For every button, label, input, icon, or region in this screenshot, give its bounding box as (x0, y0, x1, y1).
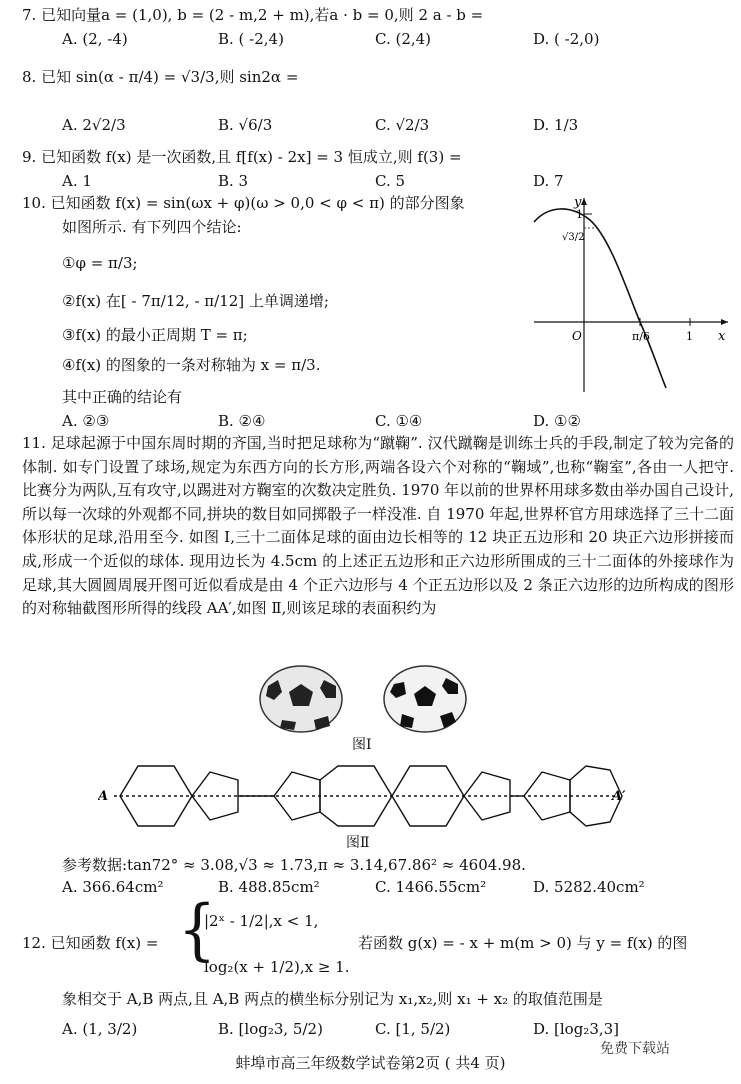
q9-option-c: C. 5 (375, 172, 406, 190)
q11-option-b: B. 488.85cm² (218, 878, 320, 896)
watermark-text: 免费下载站 (600, 1041, 670, 1057)
q10-ask: 其中正确的结论有 (62, 388, 183, 406)
q10-conclusion-4: ④f(x) 的图象的一条对称轴为 x = π/3. (62, 356, 321, 374)
x-axis-arrow (721, 319, 728, 325)
q9-option-b: B. 3 (218, 172, 249, 190)
q12-tail: 若函数 g(x) = - x + m(m > 0) 与 y = f(x) 的图 (358, 934, 688, 952)
q7-option-c: C. (2,4) (375, 30, 432, 48)
q12-option-c: C. [1, 5/2) (375, 1020, 451, 1038)
q8-option-c: C. √2/3 (375, 116, 430, 134)
q12-lead: 12. 已知函数 f(x) = (22, 934, 159, 952)
q10-option-a: A. ②③ (62, 412, 110, 430)
soccer-ball-icon (258, 664, 344, 734)
q7-option-b: B. ( -2,4) (218, 30, 284, 48)
q8-stem: 8. 已知 sin(α - π/4) = √3/3,则 sin2α = (22, 68, 299, 86)
q9-option-a: A. 1 (62, 172, 92, 190)
x-axis-label: x (718, 329, 726, 344)
q10-option-b: B. ②④ (218, 412, 266, 430)
piecewise-brace: { (178, 891, 217, 969)
q10-stem-line2: 如图所示. 有下列四个结论: (62, 218, 242, 236)
q10-function-graph (528, 192, 738, 398)
figure-2-caption: 图Ⅱ (346, 835, 370, 851)
point-a-prime-label: A′ (612, 789, 626, 804)
q12-line-2: 象相交于 A,B 两点,且 A,B 两点的横坐标分别记为 x₁,x₂,则 x₁ + x₂ 的取值范围是 (62, 990, 603, 1008)
q12-case-1: |2ˣ - 1/2|,x < 1, (204, 912, 319, 930)
y-axis-label: y (574, 195, 582, 210)
soccer-ball-icon (382, 664, 468, 734)
q12-option-d: D. [log₂3,3] (533, 1020, 620, 1038)
q10-conclusion-2: ②f(x) 在[ - 7π/12, - π/12] 上单调递增; (62, 292, 329, 310)
q10-conclusion-1: ①φ = π/3; (62, 254, 138, 272)
page-footer: 蚌埠市高三年级数学试卷第2页 ( 共4 页) (235, 1054, 506, 1072)
q10-conclusion-3: ③f(x) 的最小正周期 T = π; (62, 326, 248, 344)
q12-case-2: log₂(x + 1/2),x ≥ 1. (204, 958, 350, 976)
q7-option-d: D. ( -2,0) (533, 30, 600, 48)
y-tick-sqrt3-label: √3/2 (562, 232, 585, 243)
sine-curve (534, 209, 666, 388)
q11-text: 11. 足球起源于中国东周时期的齐国,当时把足球称为“蹴鞠”. 汉代蹴鞠是训练士兵的手段,制定了较为完备的体制. 如专门设置了球场,规定为东西方向的长方形,两端各设六个对称的“鞠域”,也称“鞠室”,各由一人把守. 比赛分为两队,互有攻守,以踢进对方鞠室的次数决定胜负. 1970 年以前的世界杯用球多数由举办国自己设计,所以每一次球的外观都不同,拼块的数目如同掷骰子一样没准. 自 1970 年起,世界杯官方用球选择了三十二面体形状的足球,沿用至今. 如图 Ⅰ,三十二面体足球的面由边长相等的 12 块正五边形和 20 块正六边形拼接而成,形成一个近似的球体. 现用边长为 4.5cm 的上述正五边形和正六边形所围成的三十二面体的外接球作为足球,其大圆圆周展开图可近似看成是由 4 个正六边形与 4 个正五边形以及 2 条正六边形的边所构成的图形的对称轴截图形所得的线段 AA′,如图 Ⅱ,则该足球的表面积约为 (22, 434, 734, 618)
q8-option-d: D. 1/3 (533, 116, 579, 134)
q8-option-b: B. √6/3 (218, 116, 273, 134)
x-tick-1-label: 1 (686, 330, 693, 343)
q11-option-d: D. 5282.40cm² (533, 878, 645, 896)
x-tick-pi-over-6-label: π/6 (632, 330, 650, 343)
q9-stem: 9. 已知函数 f(x) 是一次函数,且 f[f(x) - 2x] = 3 恒成立,则 f(3) = (22, 148, 462, 166)
q11-reference-data: 参考数据:tan72° ≈ 3.08,√3 ≈ 1.73,π ≈ 3.14,67.86² ≈ 4604.98. (62, 856, 526, 874)
q7-option-a: A. (2, -4) (62, 30, 128, 48)
q12-option-a: A. (1, 3/2) (62, 1020, 138, 1038)
q10-stem-line1: 10. 已知函数 f(x) = sin(ωx + φ)(ω > 0,0 < φ < π) 的部分图象 (22, 194, 465, 212)
y-axis-arrow (581, 198, 587, 205)
q10-option-c: C. ①④ (375, 412, 423, 430)
q10-option-d: D. ①② (533, 412, 581, 430)
q9-option-d: D. 7 (533, 172, 564, 190)
q8-option-a: A. 2√2/3 (62, 116, 126, 134)
q11-option-a: A. 366.64cm² (62, 878, 164, 896)
q7-stem: 7. 已知向量a = (1,0), b = (2 - m,2 + m),若a · b = 0,则 2 a - b = (22, 6, 484, 24)
figure-1-caption: 图Ⅰ (352, 737, 372, 753)
q11-option-c: C. 1466.55cm² (375, 878, 487, 896)
q12-option-b: B. [log₂3, 5/2) (218, 1020, 323, 1038)
origin-label: O (572, 329, 582, 343)
point-a-label: A (98, 789, 109, 804)
y-tick-1-label: 1 (576, 208, 583, 221)
